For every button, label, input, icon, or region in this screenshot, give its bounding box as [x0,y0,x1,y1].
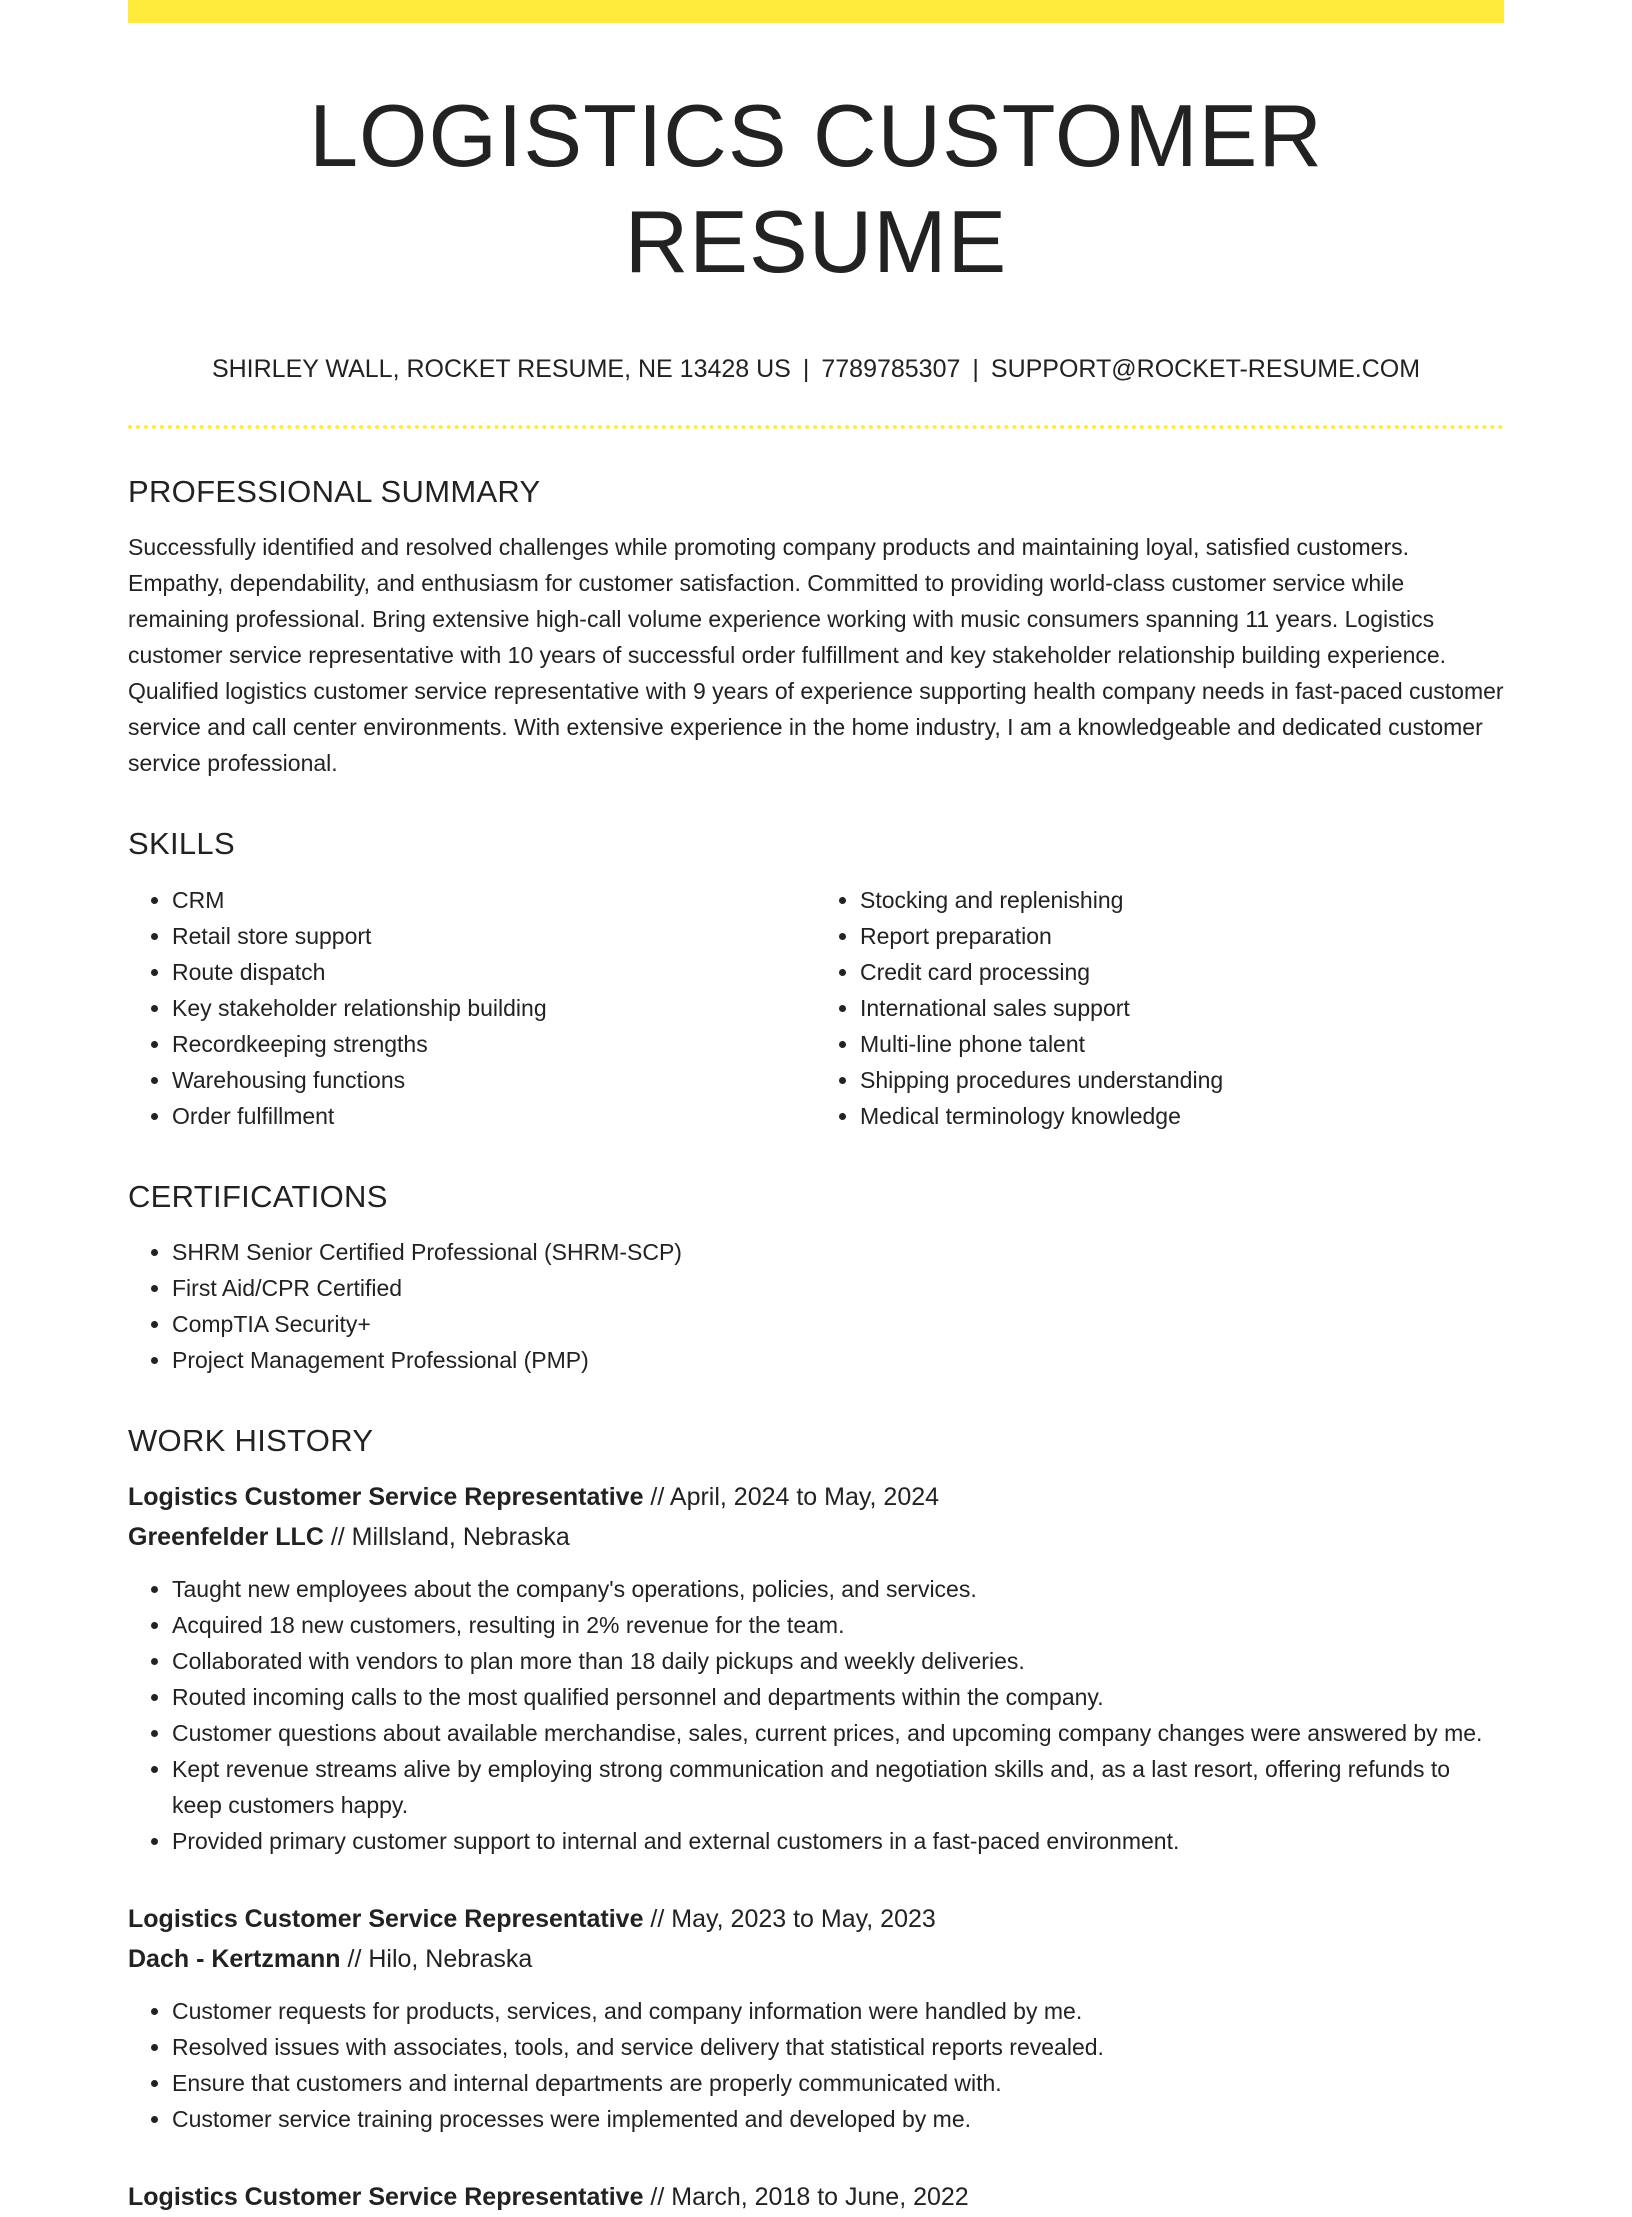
resume-title: LOGISTICS CUSTOMER RESUME [309,86,1323,291]
job-location: Hilo, Nebraska [368,1944,533,1973]
job-bullet: • Routed incoming calls to the most qualified personnel and departments within the company. [172,1679,1504,1715]
contact-separator: | [972,355,979,384]
summary-text: Successfully identified and resolved challenges while promoting company products and maintaining loyal, satisfied customers. Empathy, dependability, and enthusiasm for customer satisfaction. Committed to providing world-class customer service while remaining professional. Bring extensive high-call volume experience working with music consumers spanning 11 years. Logistics customer service representative with 10 years of successful order fulfillment and key stakeholder relationship building experience. Qualified logistics customer service representative with 9 years of experience supporting health company needs in fast-paced customer service and call center environments. With extensive experience in the home industry, I am a knowledgeable and dedicated customer service professional. [128,534,1504,777]
contact-address: SHIRLEY WALL, ROCKET RESUME, NE 13428 US [211,355,791,384]
job-bullet: • Customer service training processes were implemented and developed by me. [172,2101,1504,2137]
job-title-line [128,1899,1504,1939]
job-separator: // [643,1904,672,1933]
skill-item: • Key stakeholder relationship building [172,990,816,1026]
job-company: Dach - Kertzmann [128,1944,341,1973]
job-bullet: • Kept revenue streams alive by employing strong communication and negotiation skills and, as a last resort, offering refunds to keep customers happy. [172,1751,1504,1823]
skills-right-list [816,882,1504,1134]
job-title-line [128,2177,1504,2217]
work-history-heading: WORK HISTORY [128,1422,374,1458]
contact-separator: | [802,355,810,384]
job-bullet: • Acquired 18 new customers, resulting in 2% revenue for the team. [172,1607,1504,1643]
skill-item: • Medical terminology knowledge [860,1098,1504,1134]
skill-item: • Stocking and replenishing [860,882,1504,918]
skill-item: • Order fulfillment [172,1098,816,1134]
skill-item: • Retail store support [172,918,816,954]
job-separator: // [643,2182,672,2211]
job-title: Logistics Customer Service Representative [128,1482,644,1511]
job-bullet: • Provided primary customer support to internal and external customers in a fast-paced environment. [172,1823,1504,1859]
job-title-line [128,1477,1504,1517]
job-dates: May, 2023 to May, 2023 [671,1904,936,1933]
accent-top-bar [128,0,1504,23]
job-bullet: • Customer requests for products, services, and company information were handled by me. [172,1993,1504,2029]
job-company: Greenfelder LLC [128,1522,324,1551]
job-company-line [128,1517,1504,1557]
skill-item: • Credit card processing [860,954,1504,990]
skill-item: • Shipping procedures understanding [860,1062,1504,1098]
job-separator: // [323,1522,352,1551]
certification-item: • Project Management Professional (PMP) [172,1342,1504,1378]
job-location: Millsland, Nebraska [351,1522,570,1551]
job-bullet: • Customer questions about available merchandise, sales, current prices, and upcoming company changes were answered by me. [172,1715,1504,1751]
skill-item: • Recordkeeping strengths [172,1026,816,1062]
job-separator: // [643,1482,670,1511]
dotted-divider [128,425,1504,429]
skill-item: • Route dispatch [172,954,816,990]
job-bullet: • Ensure that customers and internal departments are properly communicated with. [172,2065,1504,2101]
contact-phone: 7789785307 [821,355,961,384]
skills-columns [128,882,1504,1134]
certification-item: • CompTIA Security+ [172,1306,1504,1342]
job-bullets [128,1571,1504,1859]
job-bullet: • Taught new employees about the company's operations, policies, and services. [172,1571,1504,1607]
summary-heading: PROFESSIONAL SUMMARY [128,474,541,510]
job-separator: // [340,1944,369,1973]
job-title: Logistics Customer Service Representative [128,2182,644,2211]
job-entry [128,2177,1504,2217]
skill-item: • International sales support [860,990,1504,1026]
job-company-line [128,1939,1504,1979]
contact-email: SUPPORT@ROCKET-RESUME.COM [990,355,1421,384]
job-bullet: • Resolved issues with associates, tools, and service delivery that statistical reports revealed. [172,2029,1504,2065]
contact-line [128,354,1504,384]
skill-item: • CRM [172,882,816,918]
certifications-heading: CERTIFICATIONS [128,1178,388,1214]
resume-page [128,0,1504,2217]
job-entry [128,1899,1504,2137]
certification-item: • SHRM Senior Certified Professional (SHRM-SCP) [172,1234,1504,1270]
certification-item: • First Aid/CPR Certified [172,1270,1504,1306]
skills-left-list [128,882,816,1134]
skill-item: • Warehousing functions [172,1062,816,1098]
skills-heading: SKILLS [128,826,235,862]
job-dates: April, 2024 to May, 2024 [669,1482,940,1511]
job-bullet: • Collaborated with vendors to plan more than 18 daily pickups and weekly deliveries. [172,1643,1504,1679]
skill-item: • Multi-line phone talent [860,1026,1504,1062]
skill-item: • Report preparation [860,918,1504,954]
job-title: Logistics Customer Service Representative [128,1904,644,1933]
job-entry [128,1477,1504,1859]
certifications-list [128,1234,1504,1378]
job-dates: March, 2018 to June, 2022 [671,2182,969,2211]
job-bullets [128,1993,1504,2137]
